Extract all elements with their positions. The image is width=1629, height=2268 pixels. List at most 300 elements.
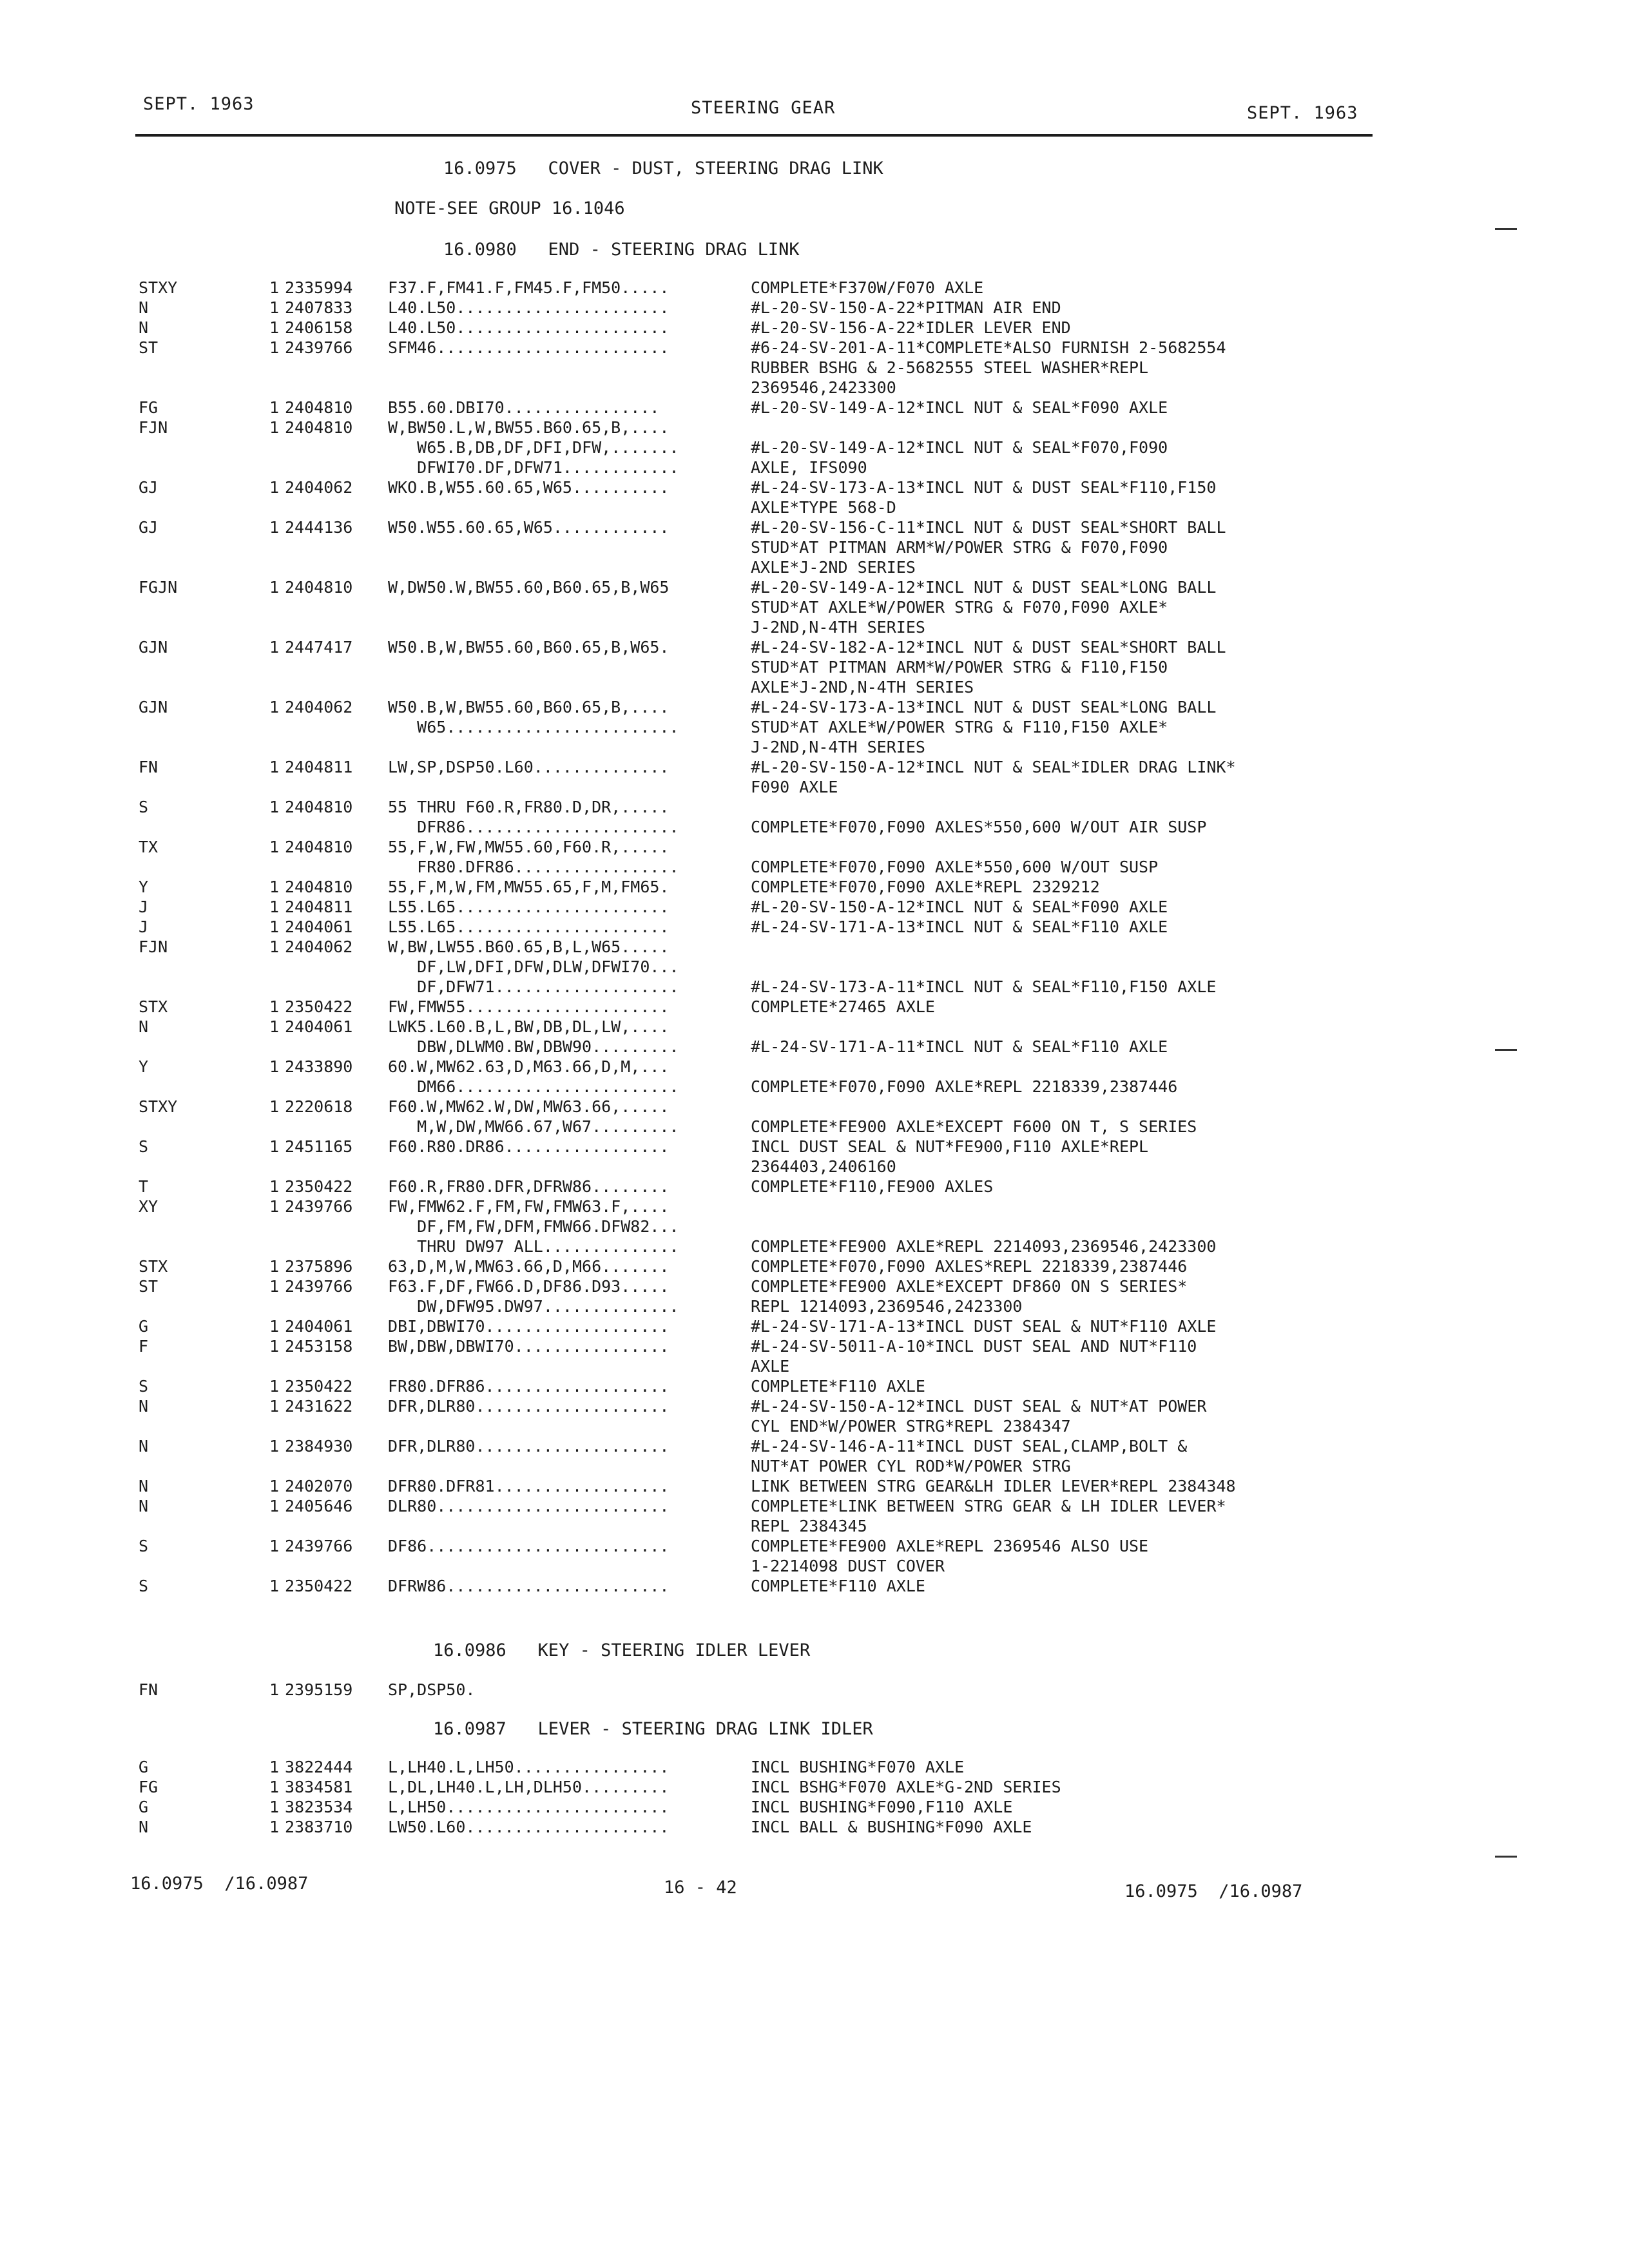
model-applicability: LW,SP,DSP50.L60.............. [388,758,670,776]
section-heading-16-0980: 16.0980 END - STEERING DRAG LINK [443,240,800,260]
parts-list-row [0,957,1629,977]
part-number: 2404810 [285,418,353,437]
model-applicability: W,BW,LW55.B60.65,B,L,W65..... [388,937,670,956]
quantity: 1 [269,1257,280,1276]
series-code: G [139,1758,149,1776]
parts-list-row [0,1680,1629,1700]
part-number: 2350422 [285,1577,353,1595]
series-code: N [139,1497,149,1515]
parts-list-row [0,1497,1629,1516]
parts-list-row [0,438,1629,457]
model-applicability: LW50.L60..................... [388,1818,670,1836]
series-code: TX [139,838,159,856]
quantity: 1 [269,1177,280,1196]
parts-list-row [0,358,1629,378]
model-applicability: L55.L65...................... [388,898,670,916]
section-heading-16-0975: 16.0975 COVER - DUST, STEERING DRAG LINK [443,159,883,178]
description: COMPLETE*FE900 AXLE*REPL 2214093,2369546,2423300 [751,1237,1217,1256]
parts-list-row [0,478,1629,497]
series-code: FN [139,1680,159,1699]
description: #L-20-SV-149-A-12*INCL NUT & DUST SEAL*LONG BALL [751,578,1217,597]
description: AXLE [751,1357,790,1376]
parts-list-row [0,1137,1629,1157]
series-code: G [139,1317,149,1336]
quantity: 1 [269,1397,280,1416]
parts-list-row [0,1437,1629,1456]
part-number: 2404061 [285,918,353,936]
quantity: 1 [269,1137,280,1156]
series-code: N [139,298,149,317]
description: AXLE*J-2ND SERIES [751,558,916,577]
part-number: 2395159 [285,1680,353,1699]
parts-list-row [0,718,1629,737]
parts-list-row [0,518,1629,537]
quantity: 1 [269,1818,280,1836]
parts-list-row [0,1057,1629,1077]
parts-list-row [0,1798,1629,1817]
description: COMPLETE*F070,F090 AXLE*550,600 W/OUT SUSP [751,858,1159,876]
part-number: 2407833 [285,298,353,317]
header-rule [135,134,1373,137]
model-applicability: 55,F,M,W,FM,MW55.65,F,M,FM65. [388,878,670,896]
description: #L-24-SV-5011-A-10*INCL DUST SEAL AND NUT*F110 [751,1337,1197,1356]
parts-list-row [0,338,1629,358]
series-code: Y [139,1057,149,1076]
model-applicability: L40.L50...................... [388,298,670,317]
part-number: 2404062 [285,937,353,956]
part-number: 2433890 [285,1057,353,1076]
model-applicability: DF,LW,DFI,DFW,DLW,DFWI70... [388,957,679,976]
description: INCL BALL & BUSHING*F090 AXLE [751,1818,1032,1836]
model-applicability: BW,DBW,DBWI70................ [388,1337,670,1356]
part-number: 2444136 [285,518,353,537]
description: #L-24-SV-182-A-12*INCL NUT & DUST SEAL*SHORT BALL [751,638,1226,657]
quantity: 1 [269,838,280,856]
parts-list-row [0,918,1629,937]
model-applicability: LWK5.L60.B,L,BW,DB,DL,LW,.... [388,1017,670,1036]
part-number: 2406158 [285,318,353,337]
parts-list-row [0,618,1629,637]
parts-list-row [0,578,1629,597]
quantity: 1 [269,878,280,896]
series-code: GJN [139,638,168,657]
parts-list-row [0,498,1629,517]
quantity: 1 [269,1017,280,1036]
quantity: 1 [269,1497,280,1515]
part-number: 2375896 [285,1257,353,1276]
description: #L-20-SV-149-A-12*INCL NUT & SEAL*F090 AXLE [751,398,1168,417]
series-code: S [139,1137,149,1156]
model-applicability: W,BW50.L,W,BW55.B60.65,B,.... [388,418,670,437]
series-code: S [139,1377,149,1396]
series-code: N [139,1017,149,1036]
parts-list-row [0,898,1629,917]
footer-page-number: 16 - 42 [664,1878,737,1898]
model-applicability: DFR80.DFR81.................. [388,1477,670,1495]
series-code: GJN [139,698,168,716]
quantity: 1 [269,518,280,537]
model-applicability: DFR,DLR80.................... [388,1437,670,1456]
model-applicability: DFR86...................... [388,818,679,836]
quantity: 1 [269,1577,280,1595]
model-applicability: B55.60.DBI70................ [388,398,660,417]
model-applicability: DM66....................... [388,1077,679,1096]
part-number: 3822444 [285,1758,353,1776]
description: COMPLETE*LINK BETWEEN STRG GEAR & LH IDLER LEVER* [751,1497,1226,1515]
part-number: 2404061 [285,1317,353,1336]
series-code: STX [139,1257,168,1276]
description: INCL BUSHING*F090,F110 AXLE [751,1798,1013,1816]
part-number: 2384930 [285,1437,353,1456]
parts-list-row [0,1037,1629,1057]
parts-list-row [0,1197,1629,1216]
model-applicability: F37.F,FM41.F,FM45.F,FM50..... [388,278,670,297]
parts-list-row [0,878,1629,897]
model-applicability: DFRW86....................... [388,1577,670,1595]
description: #L-20-SV-150-A-12*INCL NUT & SEAL*F090 AXLE [751,898,1168,916]
parts-list-row [0,1417,1629,1436]
series-code: J [139,918,149,936]
part-number: 2335994 [285,278,353,297]
parts-list-row [0,1517,1629,1536]
part-number: 2350422 [285,1377,353,1396]
quantity: 1 [269,278,280,297]
part-number: 2404810 [285,798,353,816]
description: COMPLETE*F070,F090 AXLE*REPL 2218339,2387446 [751,1077,1178,1096]
parts-list-row [0,1217,1629,1236]
quantity: 1 [269,1437,280,1456]
quantity: 1 [269,798,280,816]
parts-list-row [0,1758,1629,1777]
series-code: FG [139,398,159,417]
description: #L-24-SV-171-A-13*INCL DUST SEAL & NUT*F110 AXLE [751,1317,1217,1336]
series-code: FJN [139,937,168,956]
description: COMPLETE*FE900 AXLE*EXCEPT DF860 ON S SERIES* [751,1277,1188,1296]
part-number: 2404062 [285,478,353,497]
part-number: 2439766 [285,338,353,357]
part-number: 2402070 [285,1477,353,1495]
parts-list-row [0,1557,1629,1576]
series-code: GJ [139,478,159,497]
parts-list-row [0,418,1629,437]
part-number: 3834581 [285,1778,353,1796]
header-right-date: SEPT. 1963 [1247,103,1358,123]
quantity: 1 [269,918,280,936]
description: J-2ND,N-4TH SERIES [751,618,925,637]
quantity: 1 [269,1758,280,1776]
description: COMPLETE*F110,FE900 AXLES [751,1177,994,1196]
model-applicability: L40.L50...................... [388,318,670,337]
part-number: 2439766 [285,1277,353,1296]
model-applicability: 60.W,MW62.63,D,M63.66,D,M,... [388,1057,670,1076]
quantity: 1 [269,318,280,337]
quantity: 1 [269,1057,280,1076]
parts-list-row [0,1117,1629,1137]
part-number: 2439766 [285,1197,353,1216]
part-number: 2383710 [285,1818,353,1836]
series-code: N [139,318,149,337]
part-number: 2404811 [285,898,353,916]
quantity: 1 [269,997,280,1016]
parts-list-row [0,937,1629,957]
model-applicability: DF,DFW71................... [388,977,679,996]
part-number: 2404810 [285,578,353,597]
model-applicability: THRU DW97 ALL.............. [388,1237,679,1256]
series-code: G [139,1798,149,1816]
section-heading-16-0986: 16.0986 KEY - STEERING IDLER LEVER [433,1640,811,1660]
quantity: 1 [269,1537,280,1555]
model-applicability: FR80.DFR86................. [388,858,679,876]
margin-tick-mark [1495,1049,1517,1051]
model-applicability: DLR80........................ [388,1497,670,1515]
model-applicability: DFR,DLR80.................... [388,1397,670,1416]
quantity: 1 [269,1097,280,1116]
parts-list-row [0,1577,1629,1596]
quantity: 1 [269,758,280,776]
description: #L-24-SV-171-A-13*INCL NUT & SEAL*F110 AXLE [751,918,1168,936]
description: STUD*AT AXLE*W/POWER STRG & F110,F150 AXLE* [751,718,1168,736]
model-applicability: L,LH50....................... [388,1798,670,1816]
quantity: 1 [269,1337,280,1356]
parts-list-row [0,1377,1629,1396]
quantity: 1 [269,418,280,437]
model-applicability: F63.F,DF,FW66.D,DF86.D93..... [388,1277,670,1296]
description: #L-24-SV-150-A-12*INCL DUST SEAL & NUT*AT POWER [751,1397,1207,1416]
quantity: 1 [269,1477,280,1495]
quantity: 1 [269,1377,280,1396]
model-applicability: SFM46........................ [388,338,670,357]
description: COMPLETE*F370W/F070 AXLE [751,278,984,297]
series-code: S [139,1537,149,1555]
part-number: 2404811 [285,758,353,776]
parts-list-row [0,398,1629,418]
description: F090 AXLE [751,778,838,796]
model-applicability: W50.B,W,BW55.60,B60.65,B,W65. [388,638,670,657]
model-applicability: DBI,DBWI70................... [388,1317,670,1336]
model-applicability: M,W,DW,MW66.67,W67......... [388,1117,679,1136]
model-applicability: F60.R,FR80.DFR,DFRW86........ [388,1177,670,1196]
model-applicability: 55 THRU F60.R,FR80.D,DR,..... [388,798,670,816]
description: J-2ND,N-4TH SERIES [751,738,925,756]
description: RUBBER BSHG & 2-5682555 STEEL WASHER*REPL [751,358,1149,377]
description: COMPLETE*F110 AXLE [751,1577,925,1595]
parts-list-row [0,758,1629,777]
description: LINK BETWEEN STRG GEAR&LH IDLER LEVER*REPL 2384348 [751,1477,1236,1495]
part-number: 2447417 [285,638,353,657]
part-number: 2350422 [285,997,353,1016]
quantity: 1 [269,478,280,497]
parts-list-row [0,1457,1629,1476]
model-applicability: L,LH40.L,LH50................ [388,1758,670,1776]
model-applicability: DW,DFW95.DW97.............. [388,1297,679,1316]
description: #L-24-SV-173-A-11*INCL NUT & SEAL*F110,F150 AXLE [751,977,1217,996]
part-number: 2404062 [285,698,353,716]
part-number: 3823534 [285,1798,353,1816]
description: STUD*AT PITMAN ARM*W/POWER STRG & F070,F090 [751,538,1168,557]
description: INCL BSHG*F070 AXLE*G-2ND SERIES [751,1778,1061,1796]
quantity: 1 [269,1778,280,1796]
description: COMPLETE*F110 AXLE [751,1377,925,1396]
quantity: 1 [269,1680,280,1699]
parts-list-row [0,1477,1629,1496]
model-applicability: SP,DSP50. [388,1680,476,1699]
parts-list-row [0,1177,1629,1196]
model-applicability: L,DL,LH40.L,LH,DLH50......... [388,1778,670,1796]
series-code: STXY [139,278,178,297]
series-code: STX [139,997,168,1016]
parts-list-row [0,638,1629,657]
model-applicability: DF,FM,FW,DFM,FMW66.DFW82... [388,1217,679,1236]
header-title: STEERING GEAR [691,98,836,118]
model-applicability: F60.R80.DR86................. [388,1137,670,1156]
series-code: ST [139,1277,159,1296]
part-number: 2220618 [285,1097,353,1116]
quantity: 1 [269,638,280,657]
parts-list-row [0,1537,1629,1556]
description: STUD*AT AXLE*W/POWER STRG & F070,F090 AXLE* [751,598,1168,617]
description: STUD*AT PITMAN ARM*W/POWER STRG & F110,F150 [751,658,1168,677]
parts-list-row [0,838,1629,857]
series-code: S [139,798,149,816]
description: #L-20-SV-149-A-12*INCL NUT & SEAL*F070,F090 [751,438,1168,457]
parts-list-row [0,1778,1629,1797]
parts-list-row [0,678,1629,697]
parts-list-row [0,698,1629,717]
description: INCL DUST SEAL & NUT*FE900,F110 AXLE*REPL [751,1137,1149,1156]
series-code: N [139,1397,149,1416]
model-applicability: L55.L65...................... [388,918,670,936]
series-code: N [139,1818,149,1836]
parts-list-row [0,977,1629,997]
model-applicability: F60.W,MW62.W,DW,MW63.66,..... [388,1097,670,1116]
parts-list-row [0,658,1629,677]
quantity: 1 [269,398,280,417]
description: COMPLETE*FE900 AXLE*EXCEPT F600 ON T, S SERIES [751,1117,1197,1136]
parts-list-row [0,558,1629,577]
quantity: 1 [269,1317,280,1336]
parts-list-row [0,1297,1629,1316]
quantity: 1 [269,578,280,597]
parts-list-row [0,1818,1629,1837]
description: AXLE*TYPE 568-D [751,498,896,517]
parts-list-row [0,538,1629,557]
series-code: STXY [139,1097,178,1116]
series-code: F [139,1337,149,1356]
parts-list-row [0,997,1629,1017]
description: #L-24-SV-173-A-13*INCL NUT & DUST SEAL*LONG BALL [751,698,1217,716]
parts-list-row [0,598,1629,617]
model-applicability: W65.B,DB,DF,DFI,DFW,....... [388,438,679,457]
series-code: FJN [139,418,168,437]
description: 1-2214098 DUST COVER [751,1557,945,1575]
header-left-date: SEPT. 1963 [143,94,255,114]
quantity: 1 [269,1197,280,1216]
model-applicability: FR80.DFR86................... [388,1377,670,1396]
parts-list-row [0,778,1629,797]
parts-list-row [0,858,1629,877]
description: COMPLETE*F070,F090 AXLE*REPL 2329212 [751,878,1100,896]
parts-list-row [0,378,1629,398]
model-applicability: DFWI70.DF,DFW71............ [388,458,679,477]
description: REPL 2384345 [751,1517,867,1535]
part-number: 2404061 [285,1017,353,1036]
section-heading-16-0987: 16.0987 LEVER - STEERING DRAG LINK IDLER [433,1719,873,1739]
description: REPL 1214093,2369546,2423300 [751,1297,1023,1316]
description: COMPLETE*FE900 AXLE*REPL 2369546 ALSO USE [751,1537,1149,1555]
parts-list-row [0,1357,1629,1376]
parts-list-row [0,1017,1629,1037]
model-applicability: FW,FMW55..................... [388,997,670,1016]
description: COMPLETE*27465 AXLE [751,997,935,1016]
description: #L-20-SV-150-A-12*INCL NUT & SEAL*IDLER DRAG LINK* [751,758,1236,776]
description: #L-24-SV-173-A-13*INCL NUT & DUST SEAL*F110,F150 [751,478,1217,497]
parts-list-row [0,798,1629,817]
parts-list-row [0,1097,1629,1117]
model-applicability: DF86......................... [388,1537,670,1555]
parts-list-row [0,1277,1629,1296]
note-see-group: NOTE-SEE GROUP 16.1046 [394,198,625,218]
series-code: N [139,1437,149,1456]
parts-list-row [0,278,1629,298]
model-applicability: W,DW50.W,BW55.60,B60.65,B,W65 [388,578,670,597]
parts-list-row [0,1257,1629,1276]
parts-list-row [0,1337,1629,1356]
parts-list-row [0,1397,1629,1416]
part-number: 2404810 [285,878,353,896]
description: #L-24-SV-146-A-11*INCL DUST SEAL,CLAMP,BOLT & [751,1437,1188,1456]
description: COMPLETE*F070,F090 AXLES*550,600 W/OUT AIR SUSP [751,818,1207,836]
description: #L-20-SV-150-A-22*PITMAN AIR END [751,298,1061,317]
quantity: 1 [269,698,280,716]
model-applicability: FW,FMW62.F,FM,FW,FMW63.F,.... [388,1197,670,1216]
description: #6-24-SV-201-A-11*COMPLETE*ALSO FURNISH 2-5682554 [751,338,1226,357]
model-applicability: 55,F,W,FW,MW55.60,F60.R,..... [388,838,670,856]
model-applicability: DBW,DLWM0.BW,DBW90......... [388,1037,679,1056]
series-code: Y [139,878,149,896]
description: NUT*AT POWER CYL ROD*W/POWER STRG [751,1457,1071,1475]
part-number: 2405646 [285,1497,353,1515]
model-applicability: W50.B,W,BW55.60,B60.65,B,.... [388,698,670,716]
series-code: ST [139,338,159,357]
quantity: 1 [269,937,280,956]
parts-list-row [0,1077,1629,1097]
parts-list-row [0,1157,1629,1177]
description: COMPLETE*F070,F090 AXLES*REPL 2218339,2387446 [751,1257,1188,1276]
description: AXLE, IFS090 [751,458,867,477]
series-code: FN [139,758,159,776]
description: #L-24-SV-171-A-11*INCL NUT & SEAL*F110 AXLE [751,1037,1168,1056]
model-applicability: W65........................ [388,718,679,736]
series-code: FGJN [139,578,178,597]
model-applicability: WKO.B,W55.60.65,W65.......... [388,478,670,497]
quantity: 1 [269,338,280,357]
margin-tick-mark [1495,1856,1517,1858]
description: INCL BUSHING*F070 AXLE [751,1758,965,1776]
quantity: 1 [269,898,280,916]
quantity: 1 [269,298,280,317]
series-code: XY [139,1197,159,1216]
part-number: 2451165 [285,1137,353,1156]
parts-list-row [0,298,1629,318]
model-applicability: W50.W55.60.65,W65............ [388,518,670,537]
series-code: J [139,898,149,916]
series-code: T [139,1177,149,1196]
part-number: 2453158 [285,1337,353,1356]
parts-list-row [0,818,1629,837]
part-number: 2431622 [285,1397,353,1416]
model-applicability: 63,D,M,W,MW63.66,D,M66....... [388,1257,670,1276]
parts-list-row [0,318,1629,338]
